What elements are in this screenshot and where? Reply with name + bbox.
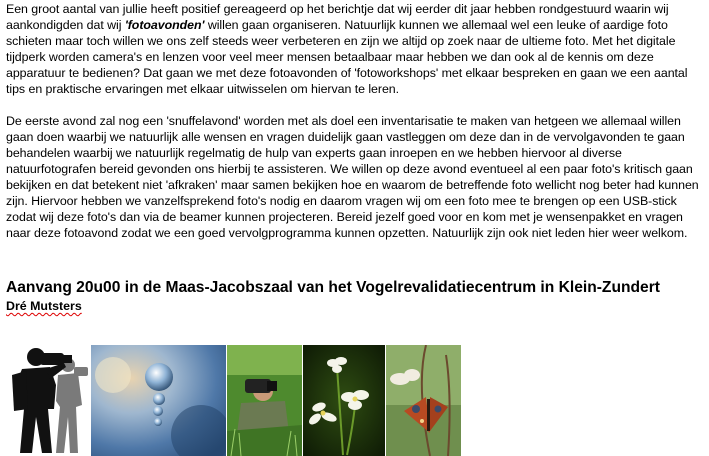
butterfly-photo bbox=[386, 345, 461, 456]
photographer-in-grass-image bbox=[227, 345, 302, 456]
white-flowers-photo bbox=[303, 345, 385, 456]
photographer-in-grass-photo bbox=[227, 345, 302, 456]
intro-text-end: willen gaan organiseren. Natuurlijk kunnen we allemaal wel een leuke of aardige foto schieten maar toch willen we ons zelf steeds weer verbeteren en zijn we altijd op zoek naar de ultieme foto. Met het digitale tijdperk worden camera's en lenzen voor veel meer mensen betaalbaar maar hebben we dan ook al de kennis om deze apparatuur te bedienen? Dat gaan we met deze fotoavonden of 'fotoworkshops' met elkaar bespreken en gaan we een aantal tips en praktische ervaringen met elkaar uitwisselen om hiervan te leren. bbox=[6, 18, 688, 96]
photographers-silhouette bbox=[6, 345, 90, 456]
details-paragraph: De eerste avond zal nog een 'snuffelavond' worden met als doel een inventarisatie te maken van hetgeen we allemaal willen gaan doen waarbij we natuurlijk alle wensen en vragen duidelijk gaan vastleggen om deze dan in de vervolgavonden te gaan behandelen waarbij we natuurlijk regelmatig de hulp van experts gaan inroepen en we hebben hiervoor al diverse natuurfotografen bereid gevonden ons hierbij te assisteren. We willen op deze avond eventueel al een paar foto's kritisch gaan bekijken en dat betekent niet 'afkraken' maar samen bekijken hoe en waarom de betreffende foto wellicht nog beter had kunnen zijn. Hiervoor hebben we vanzelfsprekend foto's nodig en daarom vragen wij om een foto mee te brengen op een USB-stick zodat wij deze foto's dan via de beamer kunnen projecteren. Bereid jezelf goed voor en kom met je wensenpakket en vragen naar deze fotoavond zodat we een goed vervolgprogramma kunnen opzetten. Natuurlijk zijn ook niet leden hier weer welkom. bbox=[6, 114, 699, 240]
butterfly-image bbox=[386, 345, 461, 456]
photo-strip bbox=[0, 336, 709, 456]
author-name: Dré Mutsters bbox=[6, 299, 82, 313]
intro-paragraph bbox=[6, 1, 706, 97]
article-body bbox=[6, 1, 706, 241]
fotoavonden-emphasis: 'fotoavonden' bbox=[124, 18, 205, 32]
photographers-silhouette-image bbox=[6, 345, 90, 456]
event-heading: Aanvang 20u00 in de Maas-Jacobszaal van het Vogelrevalidatiecentrum in Klein-Zundert bbox=[6, 279, 660, 296]
white-flowers-image bbox=[303, 345, 385, 456]
water-droplets-image bbox=[91, 345, 226, 456]
water-droplets-photo bbox=[91, 345, 226, 456]
intro-text-start: Een groot aantal van jullie heeft positief gereageerd op het berichtje dat wij eerder dit jaar hebben rondgestuurd waarin wij aankondigden dat wij bbox=[6, 2, 669, 32]
